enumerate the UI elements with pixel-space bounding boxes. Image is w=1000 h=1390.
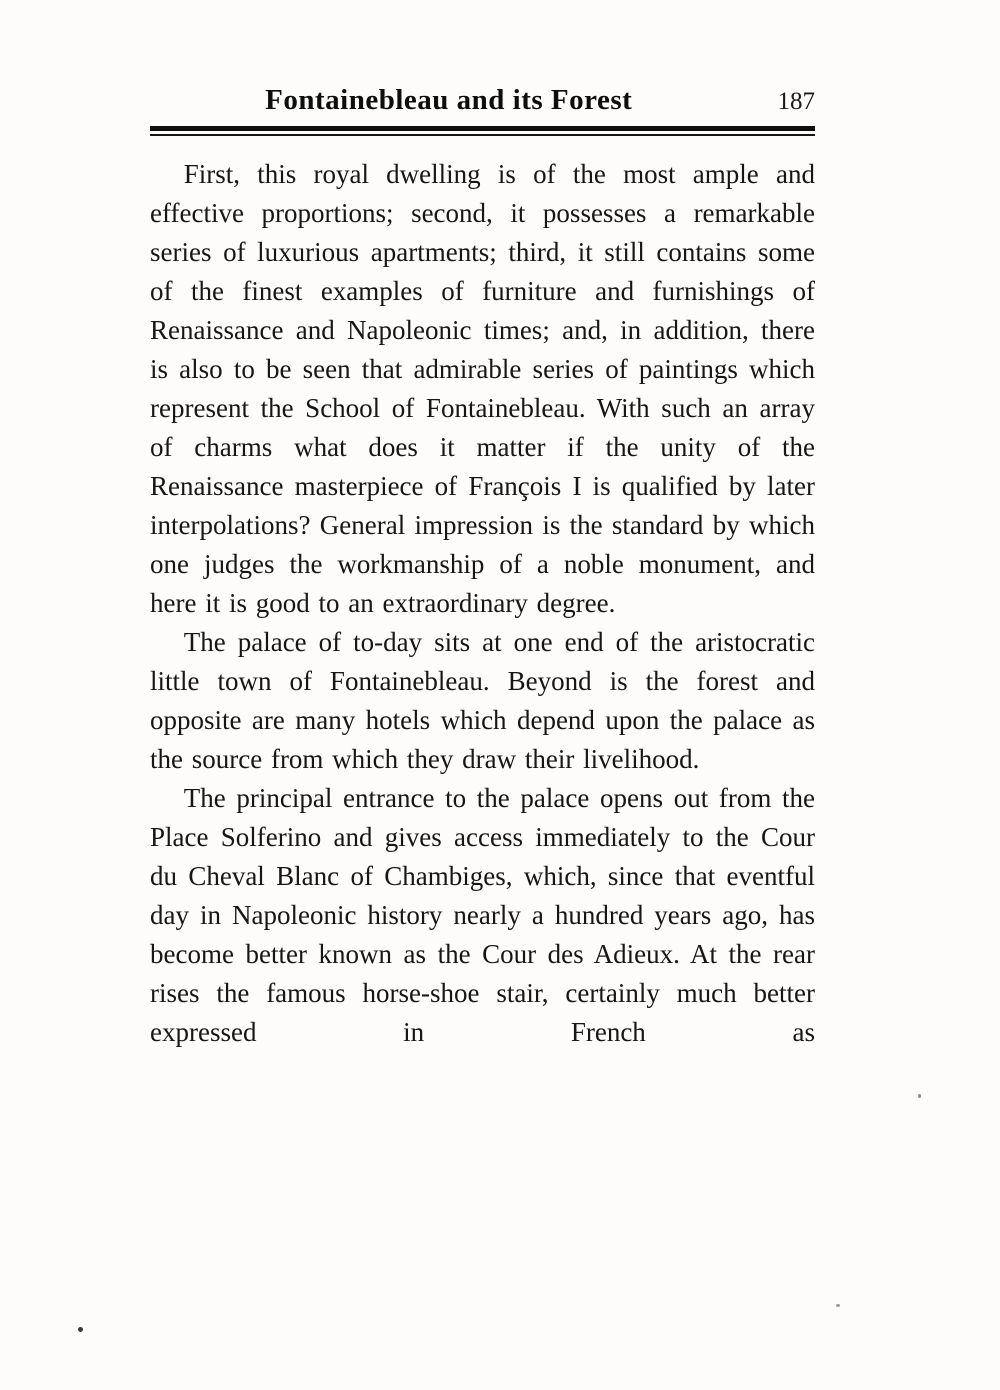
paragraph-3: The principal entrance to the palace opens out from the Place Solferino and gives access immediately to the Cour du Cheval Blanc of Chambiges, which, since that eventful day in Napoleonic history nearly a hundred years ago, has become better known as the Cour des Adieux. At the rear rises the famous horse-shoe stair, certainly much better expressed in French as [150, 783, 815, 1047]
scan-speck [836, 1304, 840, 1307]
scan-speck [918, 1094, 921, 1098]
page-number: 187 [777, 88, 815, 115]
header-rule-thick [150, 126, 815, 131]
header-rule-thin [150, 134, 815, 136]
paragraph-2: The palace of to-day sits at one end of the aristocratic little town of Fontainebleau. Beyond is the forest and opposite are many hotels which depend upon the palace as the source from which they draw their livelihood. [150, 627, 815, 774]
scan-speck [78, 1327, 83, 1332]
paragraph-1: First, this royal dwelling is of the most ample and effective proportions; second, it possesses a remarkable series of luxurious apartments; third, it still contains some of the finest examples of furniture and furnishings of Renaissance and Napoleonic times; and, in addition, there is also to be seen that admirable series of paintings which represent the School of Fontainebleau. With such an array of charms what does it matter if the unity of the Renaissance masterpiece of François I is qualified by later interpolations? General impression is the standard by which one judges the workmanship of a noble monument, and here it is good to an extraordinary degree. [150, 159, 815, 618]
page-header [150, 84, 815, 117]
running-title: Fontainebleau and its Forest [265, 84, 633, 116]
page-body [150, 155, 815, 1052]
